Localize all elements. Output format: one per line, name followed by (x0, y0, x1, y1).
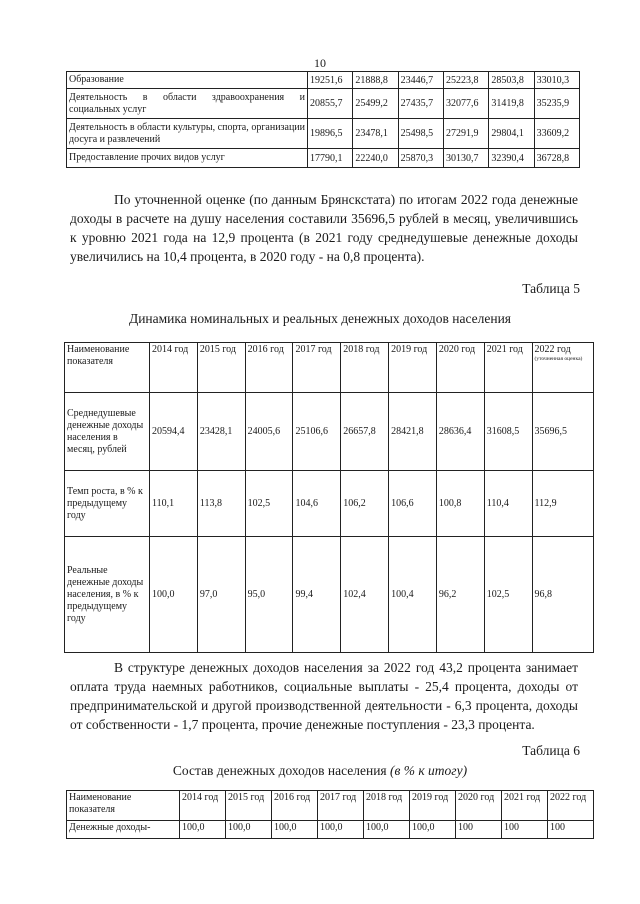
cell-value: 23478,1 (353, 119, 398, 149)
cell-value: 35696,5 (532, 393, 594, 471)
year-header: 2015 год (226, 791, 272, 821)
cell-value: 110,4 (484, 471, 532, 537)
year-header: 2019 год (410, 791, 456, 821)
year-header (197, 343, 245, 393)
cell-value: 97,0 (197, 537, 245, 653)
year-label: 2017 год (295, 344, 332, 355)
cell-value: 110,1 (150, 471, 198, 537)
table-row (65, 471, 594, 537)
header-label: Наименование показателя (67, 791, 180, 821)
year-label: 2014 год (152, 344, 189, 355)
year-header: 2022 год (548, 791, 594, 821)
cell-value: 32390,4 (489, 149, 534, 168)
cell-value: 100 (456, 821, 502, 839)
cell-value: 33010,3 (534, 72, 579, 89)
year-header: 2018 год (364, 791, 410, 821)
year-note: (уточненная оценка) (534, 356, 583, 362)
cell-value: 33609,2 (534, 119, 579, 149)
cell-value: 30130,7 (443, 149, 488, 168)
cell-value: 26657,8 (341, 393, 389, 471)
year-header: 2021 год (502, 791, 548, 821)
year-header (341, 343, 389, 393)
cell-value: 19896,5 (308, 119, 353, 149)
year-label: 2018 год (343, 344, 380, 355)
income-structure-table (66, 790, 594, 839)
cell-value: 25870,3 (398, 149, 443, 168)
cell-value: 31419,8 (489, 89, 534, 119)
cell-value: 27291,9 (443, 119, 488, 149)
paragraph-income-estimate (70, 190, 578, 266)
year-header (245, 343, 293, 393)
cell-value: 25223,8 (443, 72, 488, 89)
table-row (67, 119, 580, 149)
cell-value: 28503,8 (489, 72, 534, 89)
paragraph-income-structure (70, 658, 578, 734)
cell-value: 25498,5 (398, 119, 443, 149)
table-row (67, 149, 580, 168)
cell-value: 100,0 (318, 821, 364, 839)
year-label: 2015 год (199, 344, 236, 355)
cell-value: 23446,7 (398, 72, 443, 89)
cell-value: 99,4 (293, 537, 341, 653)
cell-value: 100,0 (272, 821, 318, 839)
cell-value: 25499,2 (353, 89, 398, 119)
cell-value: 100,0 (410, 821, 456, 839)
cell-value: 113,8 (197, 471, 245, 537)
cell-value: 96,2 (436, 537, 484, 653)
cell-value: 100,0 (180, 821, 226, 839)
year-header (484, 343, 532, 393)
table-header-row (67, 791, 594, 821)
cell-value: 104,6 (293, 471, 341, 537)
year-header: 2016 год (272, 791, 318, 821)
table6-title (0, 763, 640, 779)
cell-value: 100,0 (226, 821, 272, 839)
row-label: Темп роста, в % к предыдущему году (65, 471, 150, 537)
cell-value: 36728,8 (534, 149, 579, 168)
cell-value: 112,9 (532, 471, 594, 537)
cell-value: 100 (548, 821, 594, 839)
cell-value: 32077,6 (443, 89, 488, 119)
cell-value: 25106,6 (293, 393, 341, 471)
cell-value: 102,4 (341, 537, 389, 653)
row-label: Деятельность в области культуры, спорта, организации досуга и развлечений (67, 119, 308, 149)
header-label: Наименование показателя (65, 343, 150, 393)
cell-value: 100,4 (389, 537, 437, 653)
cell-value: 17790,1 (308, 149, 353, 168)
year-header (293, 343, 341, 393)
cell-value: 22240,0 (353, 149, 398, 168)
row-label: Деятельность в области здравоохранения и социальных услуг (67, 89, 308, 119)
year-label: 2016 год (247, 344, 284, 355)
year-header (436, 343, 484, 393)
year-label: 2021 год (486, 344, 523, 355)
table6-title-unit: (в % к итогу) (390, 763, 468, 778)
cell-value: 24005,6 (245, 393, 293, 471)
paragraph-text: В структуре денежных доходов населения за 2022 год 43,2 процента занимает оплата труда наемных работников, социальные выплаты - 25,4 процента, доходы от предпринимательской и другой производственной деятельности - 6,3 процента, доходы от собственности - 1,7 процента, прочие денежные поступления - 23,3 процента. (70, 660, 578, 732)
table5-caption: Таблица 5 (522, 281, 580, 296)
cell-value: 28421,8 (389, 393, 437, 471)
year-header (150, 343, 198, 393)
cell-value: 95,0 (245, 537, 293, 653)
cell-value: 20855,7 (308, 89, 353, 119)
table-row (65, 537, 594, 653)
table-row (65, 393, 594, 471)
table5-title: Динамика номинальных и реальных денежных доходов населения (128, 311, 512, 326)
cell-value: 21888,8 (353, 72, 398, 89)
table-row (67, 89, 580, 119)
row-label: Среднедушевые денежные доходы населения в месяц, рублей (65, 393, 150, 471)
cell-value: 28636,4 (436, 393, 484, 471)
cell-value: 20594,4 (150, 393, 198, 471)
wages-by-sector-table (66, 71, 580, 168)
year-header: 2014 год (180, 791, 226, 821)
cell-value: 102,5 (484, 537, 532, 653)
row-label: Денежные доходы- (67, 821, 180, 839)
cell-value: 35235,9 (534, 89, 579, 119)
table6-title-text: Состав денежных доходов населения (172, 763, 387, 778)
year-header (389, 343, 437, 393)
year-header: 2017 год (318, 791, 364, 821)
row-label: Образование (67, 72, 308, 89)
row-label: Предоставление прочих видов услуг (67, 149, 308, 168)
cell-value: 100,0 (150, 537, 198, 653)
cell-value: 29804,1 (489, 119, 534, 149)
cell-value: 19251,6 (308, 72, 353, 89)
cell-value: 102,5 (245, 471, 293, 537)
year-label: 2020 год (438, 344, 476, 355)
table6-caption: Таблица 6 (522, 743, 580, 758)
year-header (532, 343, 594, 393)
income-dynamics-table (64, 342, 594, 653)
cell-value: 96,8 (532, 537, 594, 653)
cell-value: 106,2 (341, 471, 389, 537)
table-row (67, 821, 594, 839)
cell-value: 31608,5 (484, 393, 532, 471)
paragraph-text: По уточненной оценке (по данным Брянскстата) по итогам 2022 года денежные доходы в расчете на душу населения составили 35696,5 рублей в месяц, увеличившись к уровню 2021 года на 12,9 процента (в 2021 году среднедушевые денежные доходы увеличились на 10,4 процента, в 2020 году - на 0,8 процента). (70, 192, 578, 264)
cell-value: 23428,1 (197, 393, 245, 471)
cell-value: 100 (502, 821, 548, 839)
year-label: 2019 год (391, 344, 428, 355)
table-row (67, 72, 580, 89)
cell-value: 100,0 (364, 821, 410, 839)
year-label: 2022 год (534, 344, 571, 355)
cell-value: 27435,7 (398, 89, 443, 119)
page-number: 10 (314, 56, 326, 70)
row-label: Реальные денежные доходы населения, в % к предыдущему году (65, 537, 150, 653)
year-header: 2020 год (456, 791, 502, 821)
cell-value: 106,6 (389, 471, 437, 537)
table-header-row (65, 343, 594, 393)
cell-value: 100,8 (436, 471, 484, 537)
